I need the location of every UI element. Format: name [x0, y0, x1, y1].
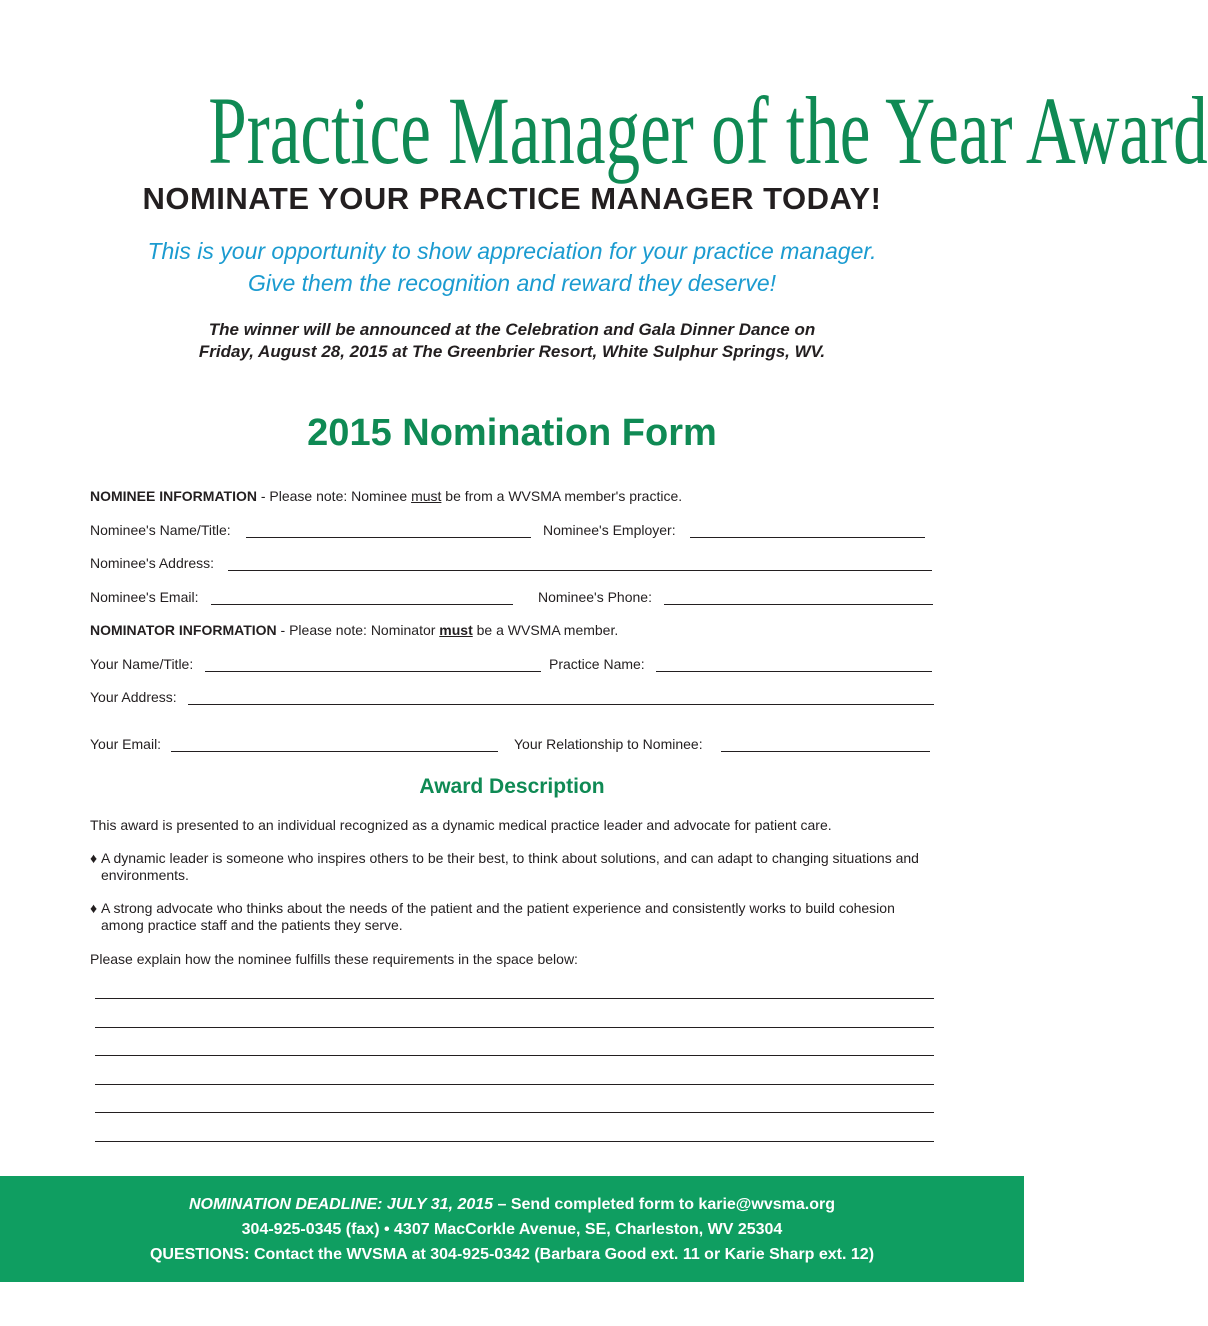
your-email-field[interactable] [171, 751, 498, 752]
footer-questions-line: QUESTIONS: Contact the WVSMA at 304-925-0342 (Barbara Good ext. 11 or Karie Sharp ext. 12) [149, 1246, 875, 1263]
bullet-text: A dynamic leader is someone who inspires others to be their best, to think about solutions, and can adapt to changing situations and environments. [101, 850, 919, 883]
footer-banner [0, 1176, 1024, 1282]
nominee-employer-field[interactable] [690, 537, 925, 538]
relationship-label: Your Relationship to Nominee: [514, 736, 703, 752]
nominee-note-after: be from a WVSMA member's practice. [441, 488, 683, 504]
answer-line-3[interactable] [95, 1055, 934, 1056]
nominee-phone-field[interactable] [664, 604, 933, 605]
footer-address-line: 304-925-0345 (fax) • 4307 MacCorkle Avenue, SE, Charleston, WV 25304 [241, 1221, 783, 1238]
nominator-section-heading [90, 622, 618, 638]
your-email-label: Your Email: [90, 736, 162, 752]
announcement-line-2: Friday, August 28, 2015 at The Greenbrier Resort, White Sulphur Springs, WV. [198, 342, 826, 361]
nominator-heading-label: NOMINATOR INFORMATION [90, 622, 277, 638]
nominee-email-field[interactable] [211, 604, 513, 605]
answer-line-5[interactable] [95, 1112, 934, 1113]
practice-name-label: Practice Name: [549, 656, 645, 672]
your-name-label: Your Name/Title: [90, 656, 194, 672]
bullet-item-advocate [90, 900, 940, 934]
nominator-note-after: be a WVSMA member. [472, 622, 619, 638]
award-description-title: Award Description [419, 775, 605, 798]
answer-line-4[interactable] [95, 1084, 934, 1085]
send-to-text: – Send completed form to karie@wvsma.org [493, 1196, 835, 1213]
deadline-text: NOMINATION DEADLINE: JULY 31, 2015 [189, 1196, 494, 1213]
diamond-bullet-icon: ♦ [90, 850, 98, 866]
practice-name-field[interactable] [656, 671, 932, 672]
tagline-line-1: This is your opportunity to show appreciation for your practice manager. [147, 238, 877, 264]
nominee-note-emphasis: must [411, 488, 442, 504]
bullet-item-leader [90, 850, 940, 884]
answer-line-1[interactable] [95, 998, 934, 999]
announcement-line-1: The winner will be announced at the Celebration and Gala Dinner Dance on [208, 320, 816, 339]
call-to-action-subtitle: NOMINATE YOUR PRACTICE MANAGER TODAY! [142, 181, 882, 216]
nominee-email-label: Nominee's Email: [90, 589, 199, 605]
nominator-note-before: - Please note: Nominator [276, 622, 440, 638]
nominee-name-label: Nominee's Name/Title: [90, 522, 231, 538]
nominee-name-field[interactable] [246, 537, 531, 538]
nominee-heading-label: NOMINEE INFORMATION [90, 488, 257, 504]
answer-line-2[interactable] [95, 1027, 934, 1028]
answer-line-6[interactable] [95, 1141, 934, 1142]
nominee-phone-label: Nominee's Phone: [538, 589, 652, 605]
nominee-note-before: - Please note: Nominee [256, 488, 412, 504]
your-address-label: Your Address: [90, 689, 177, 705]
nominee-address-label: Nominee's Address: [90, 555, 215, 571]
bullet-text: A strong advocate who thinks about the needs of the patient and the patient experience and consistently works to build cohesion among practice staff and the patients they serve. [101, 900, 895, 933]
your-address-field[interactable] [188, 704, 934, 705]
award-title: Practice Manager of the Year Award [208, 77, 1208, 184]
footer-deadline-line [0, 1196, 1024, 1214]
tagline-line-2: Give them the recognition and reward they deserve! [247, 270, 776, 296]
nominator-note-emphasis: must [439, 622, 473, 638]
nominee-section-heading [90, 488, 682, 504]
diamond-bullet-icon: ♦ [90, 900, 98, 916]
relationship-field[interactable] [721, 751, 930, 752]
award-intro: This award is presented to an individual recognized as a dynamic medical practice leader and advocate for patient care. [90, 817, 832, 833]
explanation-instruction: Please explain how the nominee fulfills these requirements in the space below: [90, 951, 578, 967]
your-name-field[interactable] [205, 671, 541, 672]
nominee-address-field[interactable] [228, 570, 932, 571]
form-title: 2015 Nomination Form [307, 412, 717, 454]
nominee-employer-label: Nominee's Employer: [543, 522, 676, 538]
